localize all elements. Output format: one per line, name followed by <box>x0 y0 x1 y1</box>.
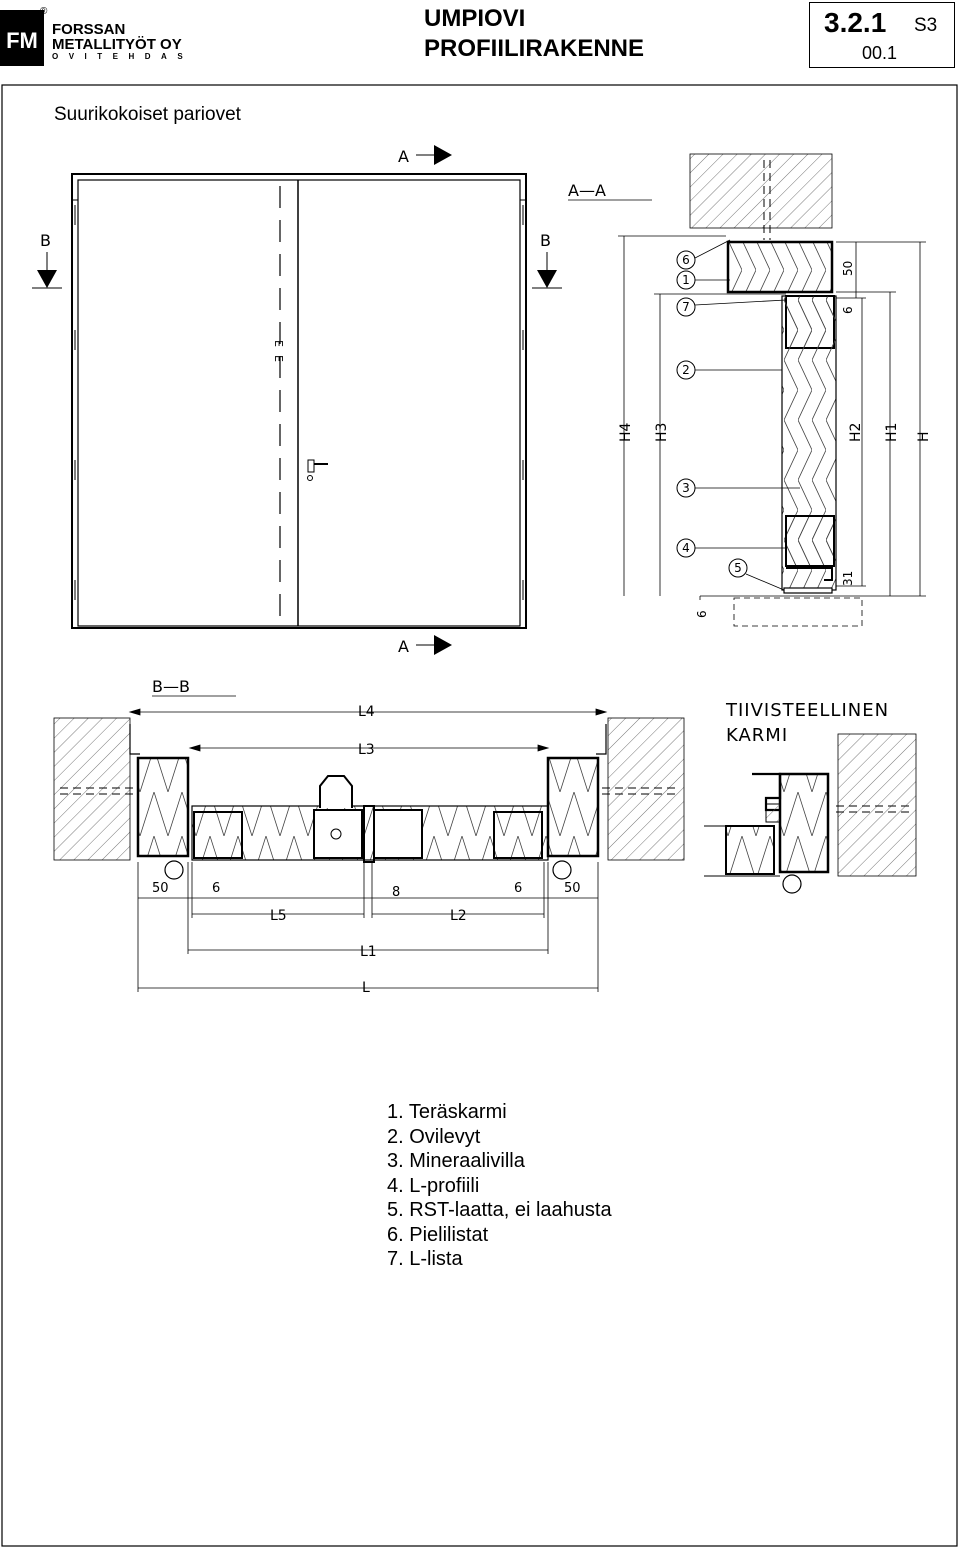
svg-text:31: 31 <box>841 570 855 586</box>
door-handle-icon <box>308 460 329 481</box>
svg-text:6: 6 <box>682 253 690 267</box>
svg-text:B: B <box>540 231 551 250</box>
svg-text:L4: L4 <box>358 704 375 720</box>
parts-legend <box>387 1100 612 1272</box>
document-number: 3.2.1 <box>824 7 887 38</box>
svg-text:50: 50 <box>152 881 169 896</box>
section-bb-title: B—B <box>152 677 190 696</box>
legend-item: 2. Ovilevyt <box>387 1125 481 1148</box>
document-title: UMPIOVI PROFIILIRAKENNE <box>424 5 645 62</box>
svg-text:®: ® <box>40 6 48 17</box>
svg-text:A: A <box>398 637 409 656</box>
svg-text:6: 6 <box>212 881 221 896</box>
svg-text:L3: L3 <box>358 742 375 758</box>
section-bb <box>54 677 684 996</box>
section-marker-a-bottom <box>398 635 452 656</box>
section-aa <box>568 154 932 626</box>
svg-text:3: 3 <box>682 481 690 495</box>
svg-text:L1: L1 <box>360 944 377 960</box>
svg-text:7: 7 <box>682 300 690 314</box>
svg-text:6: 6 <box>841 306 855 314</box>
door-elevation <box>72 174 526 628</box>
svg-text:2: 2 <box>682 363 690 377</box>
svg-text:TIIVISTEELLINEN: TIIVISTEELLINEN <box>726 700 890 721</box>
legend-item: 6. Pielilistat <box>387 1223 489 1246</box>
section-marker-b-right <box>532 231 562 288</box>
svg-text:H3: H3 <box>654 422 670 442</box>
svg-text:E: E <box>272 355 285 362</box>
section-aa-title: A—A <box>568 181 606 200</box>
svg-text:KARMI: KARMI <box>726 725 789 746</box>
svg-text:A: A <box>398 147 409 166</box>
company-name: FORSSAN METALLITYÖT OY <box>52 21 182 53</box>
svg-text:B: B <box>40 231 51 250</box>
legend-item: 5. RST-laatta, ei laahusta <box>387 1199 612 1221</box>
svg-text:FM: FM <box>6 28 38 53</box>
svg-text:4: 4 <box>682 541 690 555</box>
svg-text:1: 1 <box>682 273 690 287</box>
svg-text:6: 6 <box>514 881 523 896</box>
company-subtitle: OVITEHDAS <box>52 52 194 61</box>
legend-item: 3. Mineraalivilla <box>387 1150 525 1172</box>
document-revision: 00.1 <box>862 43 898 63</box>
svg-text:H: H <box>916 431 932 442</box>
svg-text:50: 50 <box>841 260 855 276</box>
section-marker-b-left <box>32 231 62 288</box>
svg-text:E: E <box>272 340 285 347</box>
svg-text:6: 6 <box>695 610 709 618</box>
legend-item: 7. L-lista <box>387 1248 463 1270</box>
svg-text:8: 8 <box>392 885 401 900</box>
svg-text:H4: H4 <box>618 422 634 442</box>
svg-text:5: 5 <box>734 561 742 575</box>
svg-text:L: L <box>362 980 370 996</box>
section-marker-a-top <box>398 145 452 166</box>
svg-text:H1: H1 <box>884 422 900 442</box>
svg-text:50: 50 <box>564 881 581 896</box>
drawing-subtitle: Suurikokoiset pariovet <box>54 104 241 125</box>
svg-text:L2: L2 <box>450 908 467 924</box>
svg-text:L5: L5 <box>270 908 287 924</box>
legend-item: 4. L-profiili <box>387 1174 480 1197</box>
svg-text:H2: H2 <box>848 422 864 442</box>
legend-item: 1. Teräskarmi <box>387 1101 507 1123</box>
document-sheet: S3 <box>914 15 938 36</box>
seal-frame-detail <box>704 700 916 893</box>
